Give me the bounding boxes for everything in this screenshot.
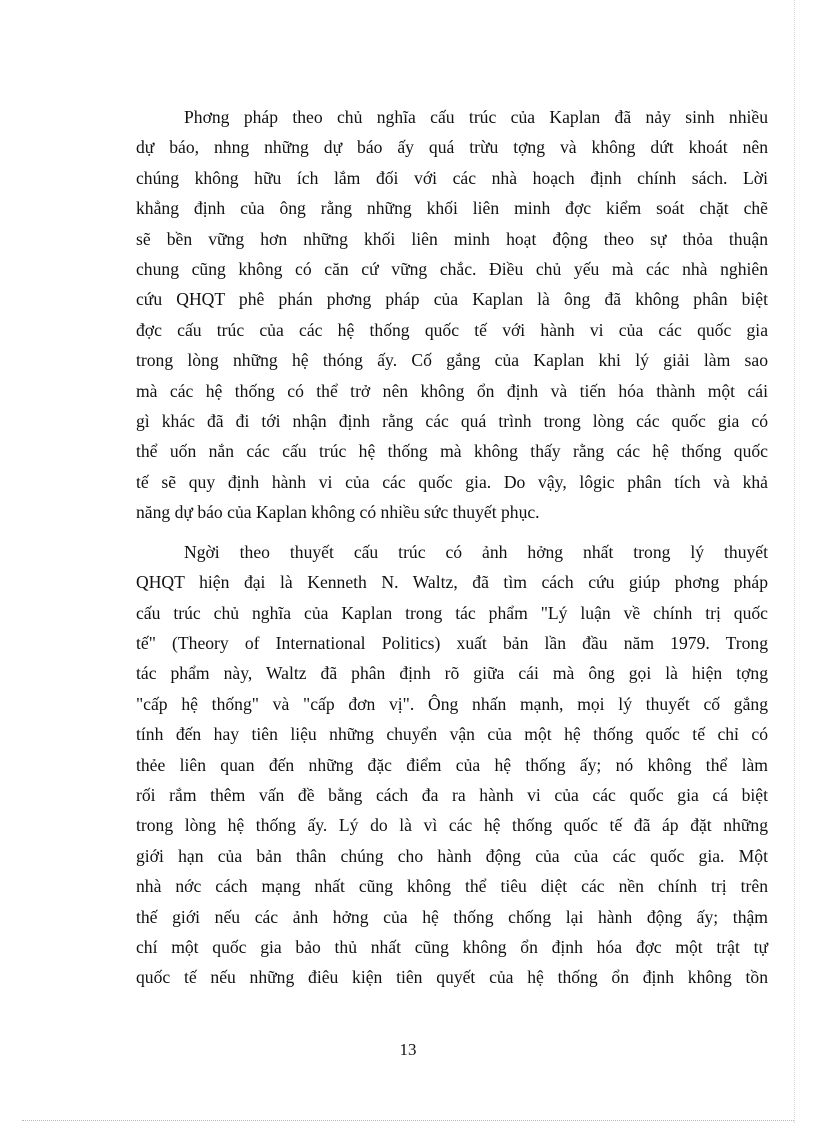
page-number: 13 (399, 1040, 417, 1059)
text-line: thẻe liên quan đến những đặc điểm của hệ thống ấy; nó không thể làm (136, 754, 768, 775)
text-line: gì khác đã đi tới nhận định rằng các quá trình trong lòng các quốc gia có (136, 411, 768, 432)
text-line: mà các hệ thống có thể trở nên không ổn định và tiến hóa thành một cái (136, 380, 768, 401)
text-line: cấu trúc chủ nghĩa của Kaplan trong tác phẩm "Lý luận về chính trị quốc (136, 602, 768, 623)
page-bottom-divider (22, 1120, 794, 1121)
paragraph-1 (136, 102, 768, 528)
text-line: tính đến hay tiên liệu những chuyển vận của một hệ thống quốc tế chỉ có (136, 724, 768, 745)
text-line: Ngời theo thuyết cấu trúc có ảnh hởng nhất trong lý thuyết (184, 541, 768, 562)
text-line: nhà nớc cách mạng nhất cũng không thể tiêu diệt các nền chính trị trên (136, 876, 768, 897)
text-line: cứu QHQT phê phán phơng pháp của Kaplan là ông đã không phân biệt (136, 289, 768, 310)
text-line: chúng không hữu ích lắm đối với các nhà hoạch định chính sách. Lời (136, 167, 768, 188)
text-line: tác phẩm này, Waltz đã phân định rõ giữa cái mà ông gọi là hiện tợng (136, 663, 768, 684)
text-line: tế" (Theory of International Politics) xuất bản lần đầu năm 1979. Trong (136, 632, 768, 653)
text-line: quốc tế nếu những điêu kiện tiên quyết của hệ thống ổn định không tồn (136, 967, 768, 988)
text-line: đợc cấu trúc của các hệ thống quốc tế với hành vi của các quốc gia (136, 319, 768, 340)
text-line: tế sẽ quy định hành vi của các quốc gia. Do vậy, lôgic phân tích và khả (136, 471, 768, 492)
paragraph-gap (136, 528, 768, 537)
text-line: giới hạn của bản thân chúng cho hành động của của các quốc gia. Một (136, 845, 768, 866)
text-line: dự báo, nhng những dự báo ấy quá trừu tợng và không dứt khoát nên (136, 137, 768, 158)
text-line: rối rắm thêm vấn đề bằng cách đa ra hành vi của các quốc gia cá biệt (136, 784, 768, 805)
text-line: trong lòng hệ thống ấy. Lý do là vì các hệ thống quốc tế đã áp đặt những (136, 815, 768, 836)
text-line: QHQT hiện đại là Kenneth N. Waltz, đã tìm cách cứu giúp phơng pháp (136, 572, 768, 593)
page-right-divider (794, 0, 795, 1123)
text-line: thế giới nếu các ảnh hởng của hệ thống chống lại hành động ấy; thậm (136, 906, 768, 927)
text-line: trong lòng những hệ thóng ấy. Cố gắng của Kaplan khi lý giải làm sao (136, 350, 768, 371)
text-line: năng dự báo của Kaplan không có nhiều sức thuyết phục. (136, 502, 540, 523)
paragraph-2 (136, 537, 768, 993)
text-line: chung cũng không có căn cứ vững chắc. Điều chủ yếu mà các nhà nghiên (136, 259, 768, 280)
text-line: Phơng pháp theo chủ nghĩa cấu trúc của Kaplan đã nảy sinh nhiều (184, 107, 768, 127)
body-text (136, 102, 768, 993)
text-line: khẳng định của ông rằng những khối liên minh đợc kiểm soát chặt chẽ (136, 198, 768, 219)
text-line: chí một quốc gia bảo thủ nhất cũng không ổn định hóa đợc một trật tự (136, 936, 768, 957)
text-line: sẽ bền vững hơn những khối liên minh hoạt động theo sự thỏa thuận (136, 228, 768, 249)
text-line: thể uốn nắn các cấu trúc hệ thống mà không thấy rằng các hệ thống quốc (136, 441, 768, 462)
text-line: "cấp hệ thống" và "cấp đơn vị". Ông nhấn mạnh, mọi lý thuyết cố gắng (136, 693, 768, 714)
